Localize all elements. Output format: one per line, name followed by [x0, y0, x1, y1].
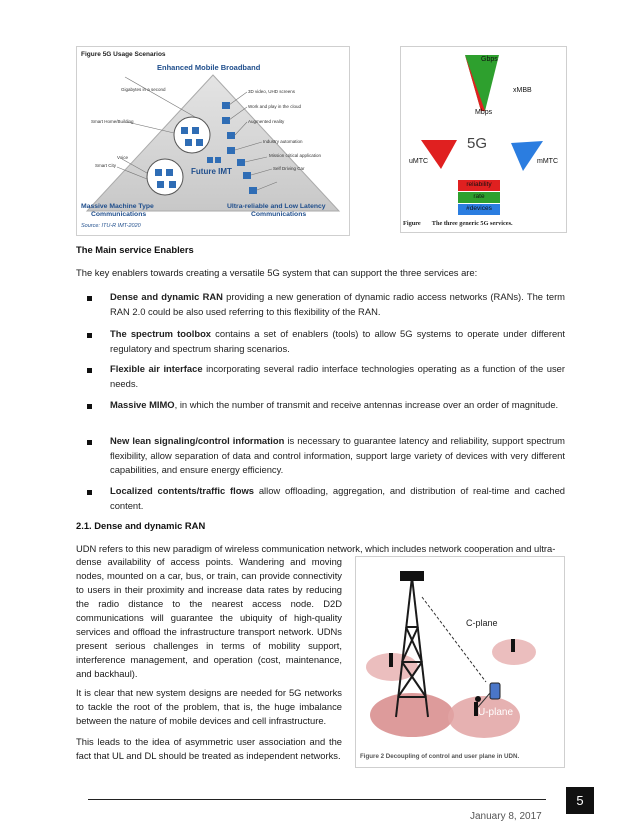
section2-heading: 2.1. Dense and dynamic RAN — [76, 520, 206, 531]
bullet-item-air-interface — [110, 362, 565, 391]
bullet-marker — [87, 368, 92, 373]
urllc-label — [227, 203, 326, 219]
bullet-term: New lean signaling/control information — [110, 435, 285, 446]
page-number: 5 — [566, 787, 594, 814]
cloud-label: Work and play in the cloud — [248, 104, 301, 109]
5g-label: 5G — [467, 135, 488, 152]
footer-date: January 8, 2017 — [470, 811, 542, 822]
uhd-label: 3D video, UHD screens — [248, 89, 296, 94]
figure1-caption-label: Figure — [81, 51, 101, 58]
embb-label: Enhanced Mobile Broadband — [157, 63, 261, 72]
figure2-caption-title: The three generic 5G services. — [431, 220, 513, 227]
bullet-term: Flexible air interface — [110, 363, 203, 374]
bullet-item-dense-ran — [110, 290, 565, 319]
mmtc-label — [81, 203, 154, 219]
mmtc-label: mMTC — [537, 158, 558, 165]
xmbb-label: xMBB — [513, 87, 532, 94]
industry-label: Industry automation — [263, 139, 303, 144]
mmtc-label-line1: Massive Machine Type — [81, 203, 154, 210]
figure3-caption: Figure 2 Decoupling of control and user plane in UDN. — [360, 753, 520, 760]
future-imt-label: Future IMT — [191, 167, 232, 176]
udn-diagram — [356, 557, 564, 767]
bullet-marker — [87, 490, 92, 495]
figure1-caption — [81, 51, 166, 58]
voice-label: Voice — [117, 155, 129, 160]
bullet-item-localized-contents — [110, 484, 565, 513]
smart-city-label: Smart City — [95, 163, 117, 168]
mmtc-triangle-shape — [511, 141, 543, 171]
legend-rate-label: rate — [473, 193, 485, 200]
bullet-term: Localized contents/traffic flows — [110, 485, 255, 496]
gbps-label: Gbps — [481, 56, 498, 63]
figure-udn-decoupling — [355, 556, 565, 768]
bullet-text: providing a new generation of dynamic radio access networks (RANs). The term RAN 2.0 could be also used referring to this flexibility of the RAN. — [110, 291, 565, 317]
bullet-term: Massive MIMO — [110, 399, 175, 410]
cplane-link — [422, 597, 486, 682]
section2-para1: dense availability of access points. Wandering and moving nodes, mounted on a car, bus, or train, can provide connectivity to users in their proximity and increase data rates by reducing the radio distance to the nearest access node. D2D communications will guarantee the ubiquity of high-quality services and offload the infrastructure transport network. UDNs present serious challenges in terms of mobility support, interference management, and operation (cost, maintenance, and backhaul). — [76, 556, 342, 679]
bullet-marker — [87, 440, 92, 445]
bullet-text: , in which the number of transmit and receive antennas increase over an order of magnitude. — [174, 399, 559, 410]
tower-antenna-icon — [400, 571, 424, 581]
mission-critical-label: Mission critical application — [269, 153, 322, 158]
section2-para1-line1: UDN refers to this new paradigm of wireless communication network, which includes network cooperation and ultra- — [76, 543, 556, 554]
green-bar-shape — [465, 55, 499, 111]
ambr-cluster-circle — [174, 117, 210, 153]
bullet-term: Dense and dynamic RAN — [110, 291, 223, 302]
legend-devices-label: #devices — [466, 205, 492, 212]
urllc-label-line1: Ultra-reliable and Low Latency — [227, 203, 326, 210]
bullet-marker — [87, 333, 92, 338]
figure-three-5g-services — [400, 46, 567, 233]
section2-para2: It is clear that new system designs are needed for 5G networks to tackle the root of the problem, that is, the huge imbalance between the nature of mobile devices and cell infrastructure. — [76, 687, 342, 726]
uplane-label: U-plane — [478, 707, 514, 718]
bullet-marker — [87, 404, 92, 409]
mmtc-cluster-circle — [147, 159, 183, 195]
bullet-text: allow offloading, aggregation, and distribution of real-time and cached content. — [110, 485, 565, 511]
mbps-label: Mbps — [475, 109, 493, 116]
bullet-term: The spectrum toolbox — [110, 328, 212, 339]
urllc-label-line2: Communications — [251, 211, 307, 218]
smart-home-label: Smart Home/Building — [91, 119, 134, 124]
self-driving-label: Self Driving Car — [273, 166, 305, 171]
figure-5g-usage-scenarios — [76, 46, 350, 236]
bullet-marker — [87, 296, 92, 301]
gigabytes-label: Gigabytes in a second — [121, 87, 166, 92]
user-head-icon — [475, 696, 481, 702]
section1-heading: The Main service Enablers — [76, 244, 194, 255]
macro-cell-ellipse — [370, 693, 454, 737]
figure1-source: Source: ITU-R IMT-2020 — [81, 223, 141, 229]
figure1-caption-title: 5G Usage Scenarios — [102, 51, 166, 58]
figure2-caption-label: Figure — [403, 220, 421, 227]
section1-intro: The key enablers towards creating a versatile 5G system that can support the three services are: — [76, 267, 478, 278]
legend-reliability-label: reliability — [466, 181, 492, 188]
mmtc-label-line2: Communications — [91, 211, 147, 218]
section2-para3: This leads to the idea of asymmetric user association and the fact that UL and DL should be treated as independent networks. — [76, 736, 342, 761]
bullet-item-massive-mimo — [110, 398, 565, 413]
ar-label: Augmented reality — [248, 119, 285, 124]
footer-divider — [88, 799, 546, 800]
umtc-label: uMTC — [409, 158, 429, 165]
bullet-item-spectrum-toolbox — [110, 327, 565, 356]
bullet-text: contains a set of enablers (tools) to allow 5G systems to operate under different regulatory and spectrum sharing scenarios. — [110, 328, 565, 354]
bullet-item-lean-signaling — [110, 434, 565, 478]
cplane-label: C-plane — [466, 618, 498, 628]
figure2-caption — [403, 220, 513, 227]
bullet-text: incorporating several radio interface technologies operating as a function of the user needs. — [110, 363, 565, 389]
phone-icon — [490, 683, 500, 699]
bullet-text: is necessary to guarantee latency and reliability, support spectrum flexibility, allow separation of data and control information, support large variety of devices with very different capabilities, and ensure energy efficiency. — [110, 435, 565, 475]
